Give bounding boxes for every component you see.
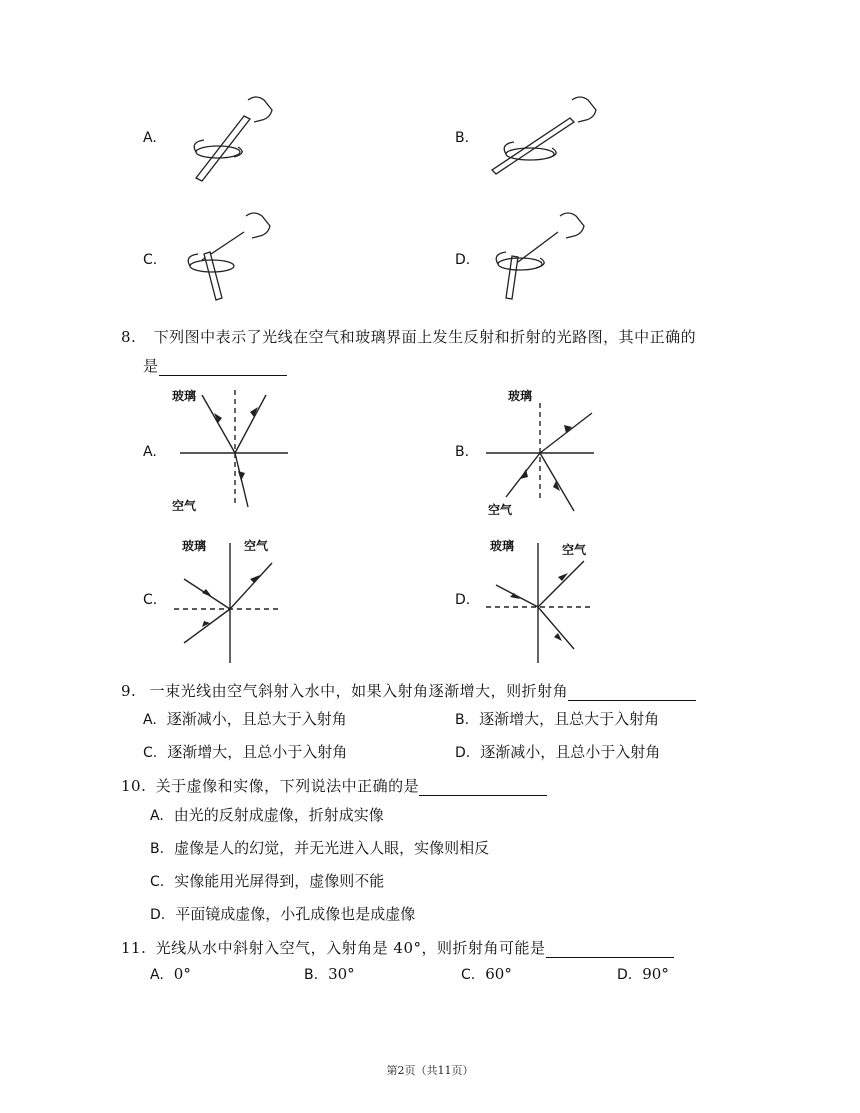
q8-option-a-label: A. <box>143 444 157 460</box>
q9-option-d[interactable] <box>455 741 660 762</box>
q8-d-medium-right: 空气 <box>562 543 587 557</box>
q7-option-b-label: B. <box>455 130 470 146</box>
q10-option-b[interactable] <box>150 837 489 858</box>
q8-option-c-label: C. <box>143 592 158 608</box>
q8-answer-blank[interactable] <box>159 361 287 376</box>
q9-option-a-text: 逐渐减小，且总大于入射角 <box>166 710 347 728</box>
q10-option-d-label: D. <box>150 907 166 923</box>
q7-option-c-label: C. <box>143 252 158 268</box>
q8-c-medium-left: 玻璃 <box>182 539 207 553</box>
q10-option-a-label: A. <box>150 808 164 824</box>
q9-option-b-text: 逐渐增大，且总大于入射角 <box>479 710 660 728</box>
q8-diagram-c <box>170 535 300 665</box>
q11-option-b-text: 30° <box>328 965 355 983</box>
q10-number: 10. <box>121 777 147 795</box>
q11-option-d-text: 90° <box>642 965 669 983</box>
q11-stem-text: 光线从水中斜射入空气，入射角是 40°，则折射角可能是 <box>155 939 546 957</box>
q9-option-a-label: A. <box>143 712 157 728</box>
q8-diagram-d <box>482 535 612 665</box>
q7-figure-c <box>178 208 288 308</box>
q10-option-c-text: 实像能用光屏得到，虚像则不能 <box>174 872 385 890</box>
q10-option-c-label: C. <box>150 874 165 890</box>
q9-option-c-text: 逐渐增大，且总小于入射角 <box>167 743 348 761</box>
q7-figure-a <box>178 92 288 192</box>
q9-option-c[interactable] <box>143 741 347 762</box>
q7-option-d-label: D. <box>455 252 471 268</box>
q7-figure-b <box>488 92 608 182</box>
q8-a-medium-bottom: 空气 <box>172 499 197 513</box>
q11-option-b-label: B. <box>304 967 319 983</box>
q8-b-medium-top: 玻璃 <box>508 389 533 403</box>
q10-option-d-text: 平面镜成虚像，小孔成像也是成虚像 <box>175 905 416 923</box>
q11-stem <box>121 937 674 958</box>
q8-b-medium-bottom: 空气 <box>488 503 513 517</box>
q8-d-medium-left: 玻璃 <box>490 539 515 553</box>
page-footer: 第2页（共11页） <box>386 1064 474 1077</box>
q11-option-a-text: 0° <box>173 965 191 983</box>
q8-c-medium-right: 空气 <box>244 539 269 553</box>
q11-option-d[interactable] <box>617 965 669 983</box>
q9-option-b-label: B. <box>455 712 470 728</box>
q11-answer-blank[interactable] <box>546 943 674 958</box>
q11-number: 11. <box>121 939 147 957</box>
q9-stem-text: 一束光线由空气斜射入水中，如果入射角逐渐增大，则折射角 <box>149 682 569 700</box>
q7-option-a-label: A. <box>143 130 157 146</box>
q8-a-medium-top: 玻璃 <box>172 389 197 403</box>
q11-option-c-label: C. <box>461 967 476 983</box>
q11-option-a-label: A. <box>150 967 164 983</box>
q10-option-a-text: 由光的反射成虚像，折射成实像 <box>173 806 384 824</box>
q9-option-a[interactable] <box>143 708 347 729</box>
q10-option-b-text: 虚像是人的幻觉，并无光进入人眼，实像则相反 <box>174 839 490 857</box>
q9-stem <box>121 680 696 701</box>
q11-option-a[interactable] <box>150 965 191 983</box>
q11-option-b[interactable] <box>304 965 355 983</box>
q11-option-c[interactable] <box>461 965 512 983</box>
q11-option-c-text: 60° <box>485 965 512 983</box>
q10-answer-blank[interactable] <box>419 781 547 796</box>
q8-stem-cont <box>143 355 287 376</box>
q10-stem-text: 关于虚像和实像，下列说法中正确的是 <box>155 777 420 795</box>
q8-stem-text: 下列图中表示了光线在空气和玻璃界面上发生反射和折射的光路图，其中正确的 <box>153 328 697 346</box>
q11-option-d-label: D. <box>617 967 633 983</box>
q9-option-b[interactable] <box>455 708 659 729</box>
q9-option-c-label: C. <box>143 745 158 761</box>
q8-diagram-b <box>482 385 612 515</box>
q9-option-d-label: D. <box>455 745 471 761</box>
q9-answer-blank[interactable] <box>568 686 696 701</box>
q9-option-d-text: 逐渐减小，且总小于入射角 <box>480 743 661 761</box>
q10-option-a[interactable] <box>150 804 384 825</box>
q10-option-b-label: B. <box>150 841 165 857</box>
q7-figure-d <box>490 208 600 308</box>
q10-stem <box>121 775 547 796</box>
q8-stem-cont-text: 是 <box>143 357 159 375</box>
q10-option-d[interactable] <box>150 903 415 924</box>
q10-option-c[interactable] <box>150 870 384 891</box>
q8-diagram-a <box>170 385 300 515</box>
q8-stem <box>121 326 696 347</box>
q8-number: 8. <box>121 328 137 346</box>
q8-option-b-label: B. <box>455 444 470 460</box>
q8-option-d-label: D. <box>455 592 471 608</box>
q9-number: 9. <box>121 682 137 700</box>
